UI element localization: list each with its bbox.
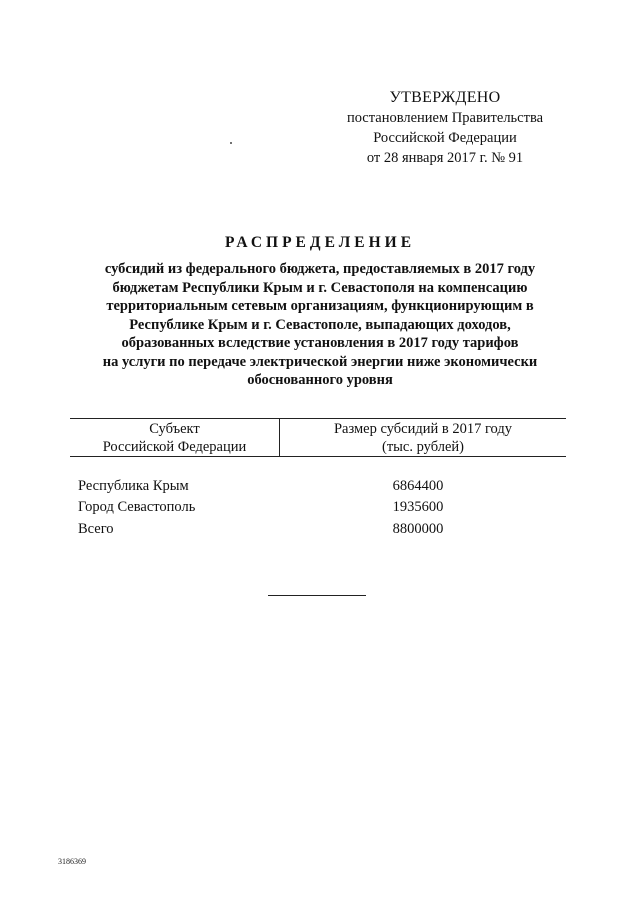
table-header-amount — [280, 420, 566, 456]
table-row-amount: 6864400 — [392, 478, 444, 494]
closing-rule — [268, 595, 366, 596]
header-amount-line-1: Размер субсидий в 2017 году — [333, 421, 513, 437]
header-amount-line-2: (тыс. рублей) — [382, 439, 464, 455]
table-row-subject: Город Севастополь — [78, 499, 196, 515]
table-total-label: Всего — [78, 521, 114, 537]
subtitle-line: на услуги по передаче электрической энергии ниже экономически — [102, 353, 538, 370]
table-total-amount: 8800000 — [392, 521, 444, 537]
table-row-amount: 1935600 — [392, 499, 444, 515]
table-row-subject: Республика Крым — [78, 478, 189, 494]
scan-speck — [230, 142, 232, 144]
approval-line-2: Российской Федерации — [373, 130, 517, 146]
document-subtitle — [80, 260, 560, 390]
approval-heading: УТВЕРЖДЕНО — [389, 89, 501, 106]
subtitle-line: бюджетам Республики Крым и г. Севастополя на компенсацию — [112, 279, 528, 296]
approval-block — [330, 88, 560, 168]
table-header-subject — [70, 420, 279, 456]
header-subject-line-1: Субъект — [149, 421, 200, 437]
approval-line-1: постановлением Правительства — [346, 110, 544, 126]
subtitle-line: субсидий из федерального бюджета, предоставляемых в 2017 году — [104, 261, 536, 277]
document-title: РАСПРЕДЕЛЕНИЕ — [224, 234, 416, 251]
subtitle-line: обоснованного уровня — [247, 372, 393, 388]
subtitle-line: образованных вследствие установления в 2017 году тарифов — [121, 335, 519, 351]
document-number: 3186369 — [58, 857, 86, 866]
table-top-rule — [70, 418, 566, 419]
subtitle-line: территориальным сетевым организациям, функционирующим в — [106, 298, 534, 314]
subtitle-line: Республике Крым и г. Севастополе, выпадающих доходов, — [129, 316, 511, 333]
table-header-rule — [70, 456, 566, 457]
approval-line-3: от 28 января 2017 г. № 91 — [366, 150, 524, 166]
header-subject-line-2: Российской Федерации — [102, 439, 247, 455]
